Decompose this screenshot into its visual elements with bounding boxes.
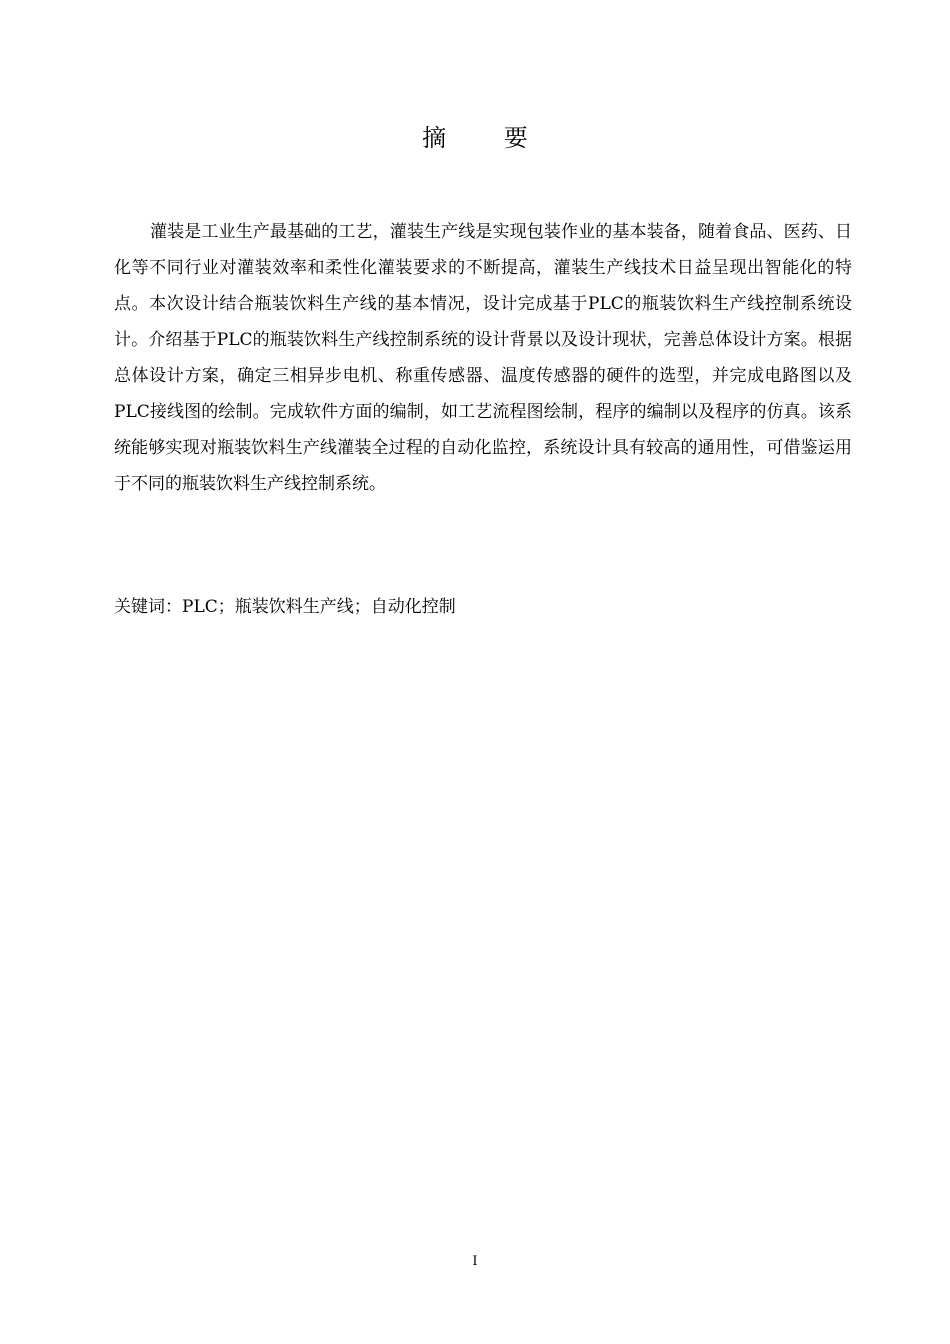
keywords-line — [114, 589, 852, 625]
abstract-title: 摘 要 — [422, 124, 553, 152]
abstract-paragraph: 灌装是工业生产最基础的工艺，灌装生产线是实现包装作业的基本装备，随着食品、医药、日化等不同行业对灌装效率和柔性化灌装要求的不断提高，灌装生产线技术日益呈现出智能化的特点。本次设计结合瓶装饮料生产线的基本情况，设计完成基于PLC的瓶装饮料生产线控制系统设计。介绍基于PLC的瓶装饮料生产线控制系统的设计背景以及设计现状，完善总体设计方案。根据总体设计方案，确定三相异步电机、称重传感器、温度传感器的硬件的选型，并完成电路图以及PLC接线图的绘制。完成软件方面的编制，如工艺流程图绘制，程序的编制以及程序的仿真。该系统能够实现对瓶装饮料生产线灌装全过程的自动化监控，系统设计具有较高的通用性，可借鉴运用于不同的瓶装饮料生产线控制系统。 — [114, 222, 852, 494]
page-number: I — [472, 1254, 478, 1269]
keywords-label: 关键词： — [114, 597, 182, 617]
keywords-value: PLC；瓶装饮料生产线；自动化控制 — [182, 597, 456, 617]
